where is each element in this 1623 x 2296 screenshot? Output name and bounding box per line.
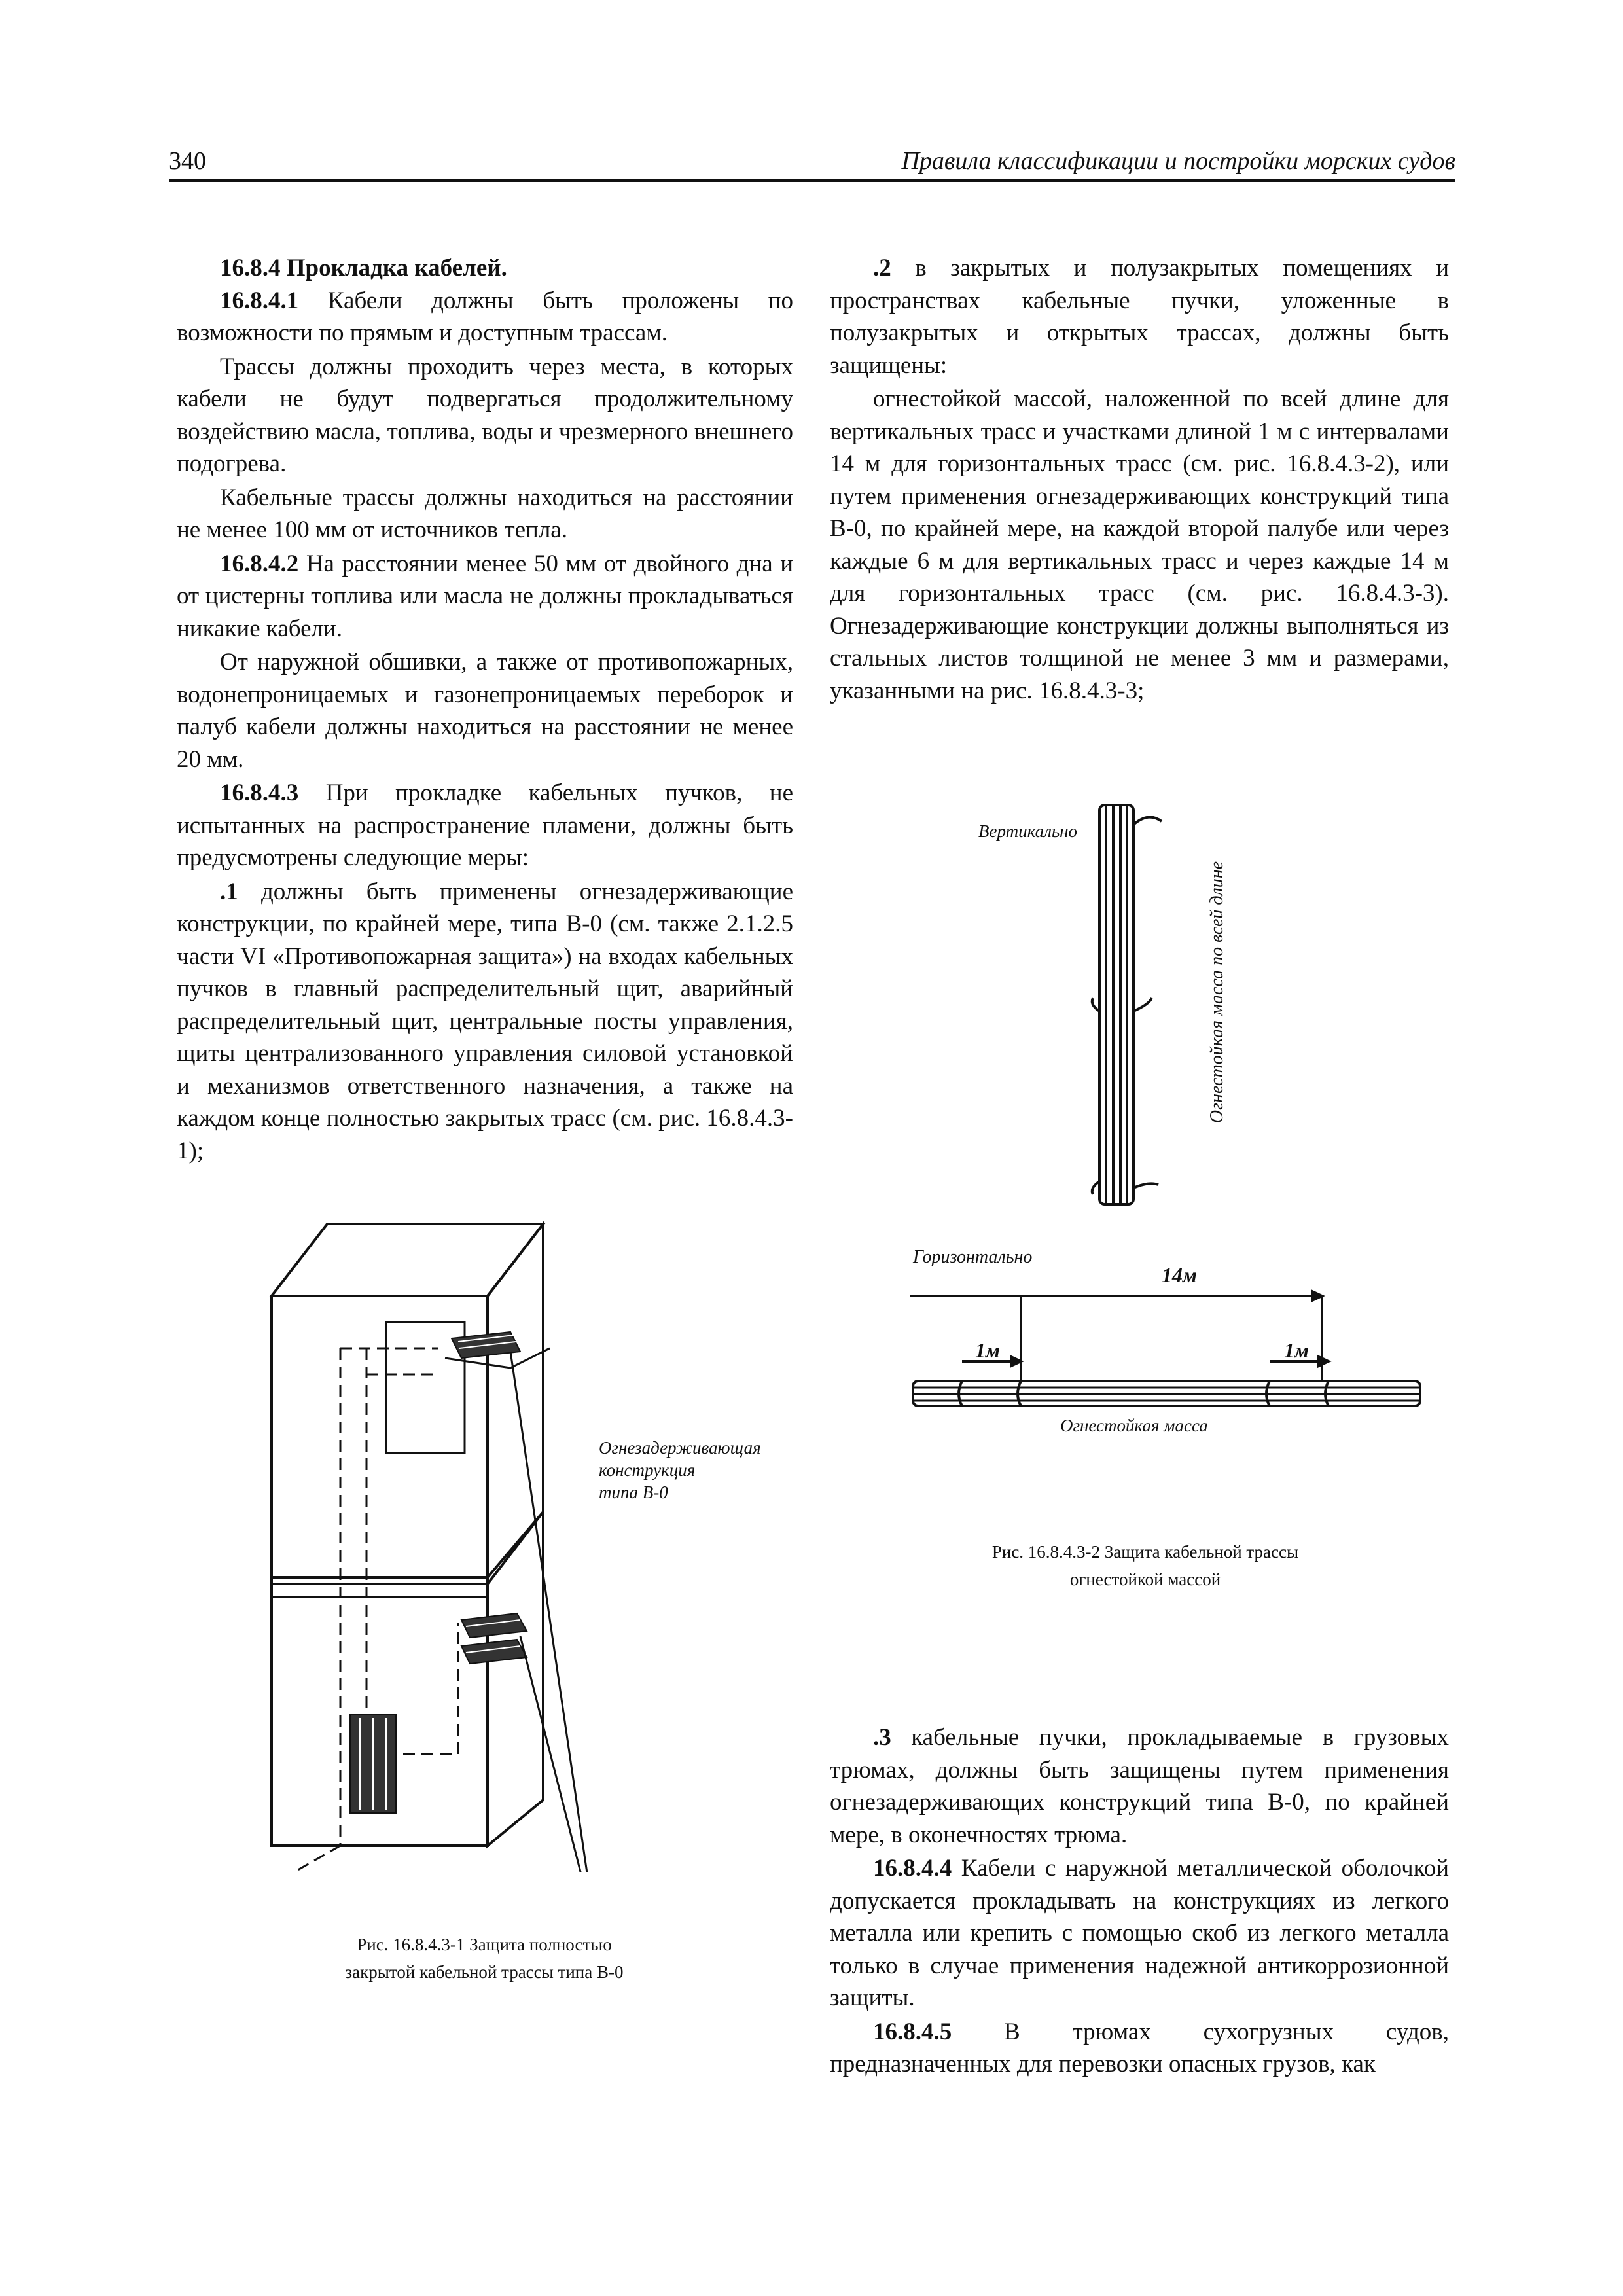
- horizontal-label: Горизонтально: [913, 1247, 1033, 1267]
- vertical-mass-label: Огнестойкая масса по всей длине: [1207, 861, 1227, 1124]
- section-heading: 16.8.4 Прокладка кабелей.: [220, 255, 507, 281]
- paragraph: [177, 548, 793, 645]
- clause-number: 16.8.4.3: [220, 780, 299, 806]
- paragraph: Кабельные трассы должны находиться на расстоянии не менее 100 мм от источников тепла.: [177, 484, 793, 543]
- horizontal-mass-label: Огнестойкая масса: [1060, 1416, 1208, 1435]
- figure-2-caption: [916, 1538, 1374, 1593]
- figure-1-label-line: типа В-0: [599, 1482, 668, 1502]
- figure-1-label-line: конструкция: [599, 1460, 696, 1480]
- caption-line: Рис. 16.8.4.3-2 Защита кабельной трассы: [991, 1542, 1299, 1562]
- figure-1-label: [599, 1437, 761, 1503]
- dimension-1m-left: 1м: [975, 1338, 1000, 1362]
- paragraph: От наружной обшивки, а также от противопожарных, водонепроницаемых и газонепроницаемых переборок и палуб кабели должны находиться на расстоянии не менее 20 мм.: [177, 649, 793, 773]
- paragraph: [177, 777, 793, 874]
- paragraph: [830, 252, 1449, 382]
- paragraph-text: В трюмах сухогрузных судов, предназначенных для перевозки опасных грузов, как: [830, 2018, 1449, 2077]
- right-column-top: [830, 252, 1449, 708]
- left-column: [177, 252, 793, 1168]
- paragraph: [830, 2016, 1449, 2081]
- paragraph-text: Кабели должны быть проложены по возможности по прямым и доступным трассам.: [177, 287, 793, 346]
- dimension-14m: 14м: [1162, 1263, 1197, 1287]
- page-header: [169, 145, 1455, 182]
- paragraph-text: При прокладке кабельных пучков, не испытанных на распространение пламени, должны быть предусмотрены следующие меры:: [177, 780, 793, 871]
- caption-line: огнестойкой массой: [1069, 1570, 1221, 1589]
- clause-number: .2: [873, 255, 891, 281]
- paragraph: [830, 1852, 1449, 2015]
- figure-1-caption: [275, 1931, 694, 1986]
- clause-number: 16.8.4.4: [873, 1855, 952, 1882]
- paragraph-text: На расстоянии менее 50 мм от двойного дна и от цистерны топлива или масла не должны прокладываться никакие кабели.: [177, 550, 793, 642]
- paragraph: Трассы должны проходить через места, в которых кабели не будут подвергаться продолжительному воздействию масла, топлива, воды и чрезмерного внешнего подогрева.: [177, 353, 793, 477]
- paragraph: [177, 285, 793, 350]
- caption-line: закрытой кабельной трассы типа В-0: [345, 1962, 624, 1982]
- vertical-label: Вертикально: [978, 821, 1078, 841]
- paragraph: [830, 1721, 1449, 1851]
- caption-line: Рис. 16.8.4.3-1 Защита полностью: [357, 1935, 612, 1954]
- figure-1-diagram: [262, 1217, 798, 1872]
- paragraph: огнестойкой массой, наложенной по всей длине для вертикальных трасс и участками длиной 1 м с интервалами 14 м для горизонтальных трасс (см. рис. 16.8.4.3-2), или путем применения огнезадерживающих конструкций типа В-0, по крайней мере, на каждой второй палубе или через каждые 6 м для вертикальных трасс и через каждые 14 м для горизонтальных трасс (см. рис. 16.8.4.3-3). Огнезадерживающие конструкции должны выполняться из стальных листов толщиной не менее 3 мм и размерами, указанными на рис. 16.8.4.3-3;: [830, 386, 1449, 704]
- right-column-bottom: [830, 1721, 1449, 2082]
- dimension-1m-right: 1м: [1284, 1338, 1309, 1362]
- clause-number: 16.8.4.5: [873, 2018, 952, 2045]
- paragraph-text: кабельные пучки, прокладываемые в грузовых трюмах, должны быть защищены путем применения огнезадерживающих конструкций типа В-0, по крайней мере, в оконечностях трюма.: [830, 1724, 1449, 1848]
- figure-2-vertical-diagram: [1086, 795, 1178, 1214]
- clause-number: .3: [873, 1724, 891, 1751]
- paragraph-text: Кабели с наружной металлической оболочкой допускается прокладывать на конструкциях из легкого металла или крепить с помощью скоб из легкого металла только в случае применения надежной антикоррозионной защиты.: [830, 1855, 1449, 2011]
- paragraph-text: в закрытых и полузакрытых помещениях и пространствах кабельные пучки, уложенные в полузакрытых и открытых трассах, должны быть защищены:: [830, 255, 1449, 379]
- clause-number: 16.8.4.2: [220, 550, 299, 577]
- clause-number: .1: [220, 878, 238, 905]
- paragraph-text: должны быть применены огнезадерживающие конструкции, по крайней мере, типа В-0 (см. также 2.1.2.5 части VI «Противопожарная защита») на входах кабельных пучков в главный распределительный щит, аварийный распределительный щит, центральные посты управления, щиты централизованного управления силовой установкой и механизмов ответственного назначения, а также на каждом конце полностью закрытых трасс (см. рис. 16.8.4.3-1);: [177, 878, 793, 1164]
- clause-number: 16.8.4.1: [220, 287, 299, 314]
- paragraph: [177, 876, 793, 1168]
- figure-1-label-line: Огнезадерживающая: [599, 1438, 761, 1458]
- running-title: Правила классификации и постройки морских судов: [901, 147, 1455, 175]
- page-number: 340: [169, 147, 206, 175]
